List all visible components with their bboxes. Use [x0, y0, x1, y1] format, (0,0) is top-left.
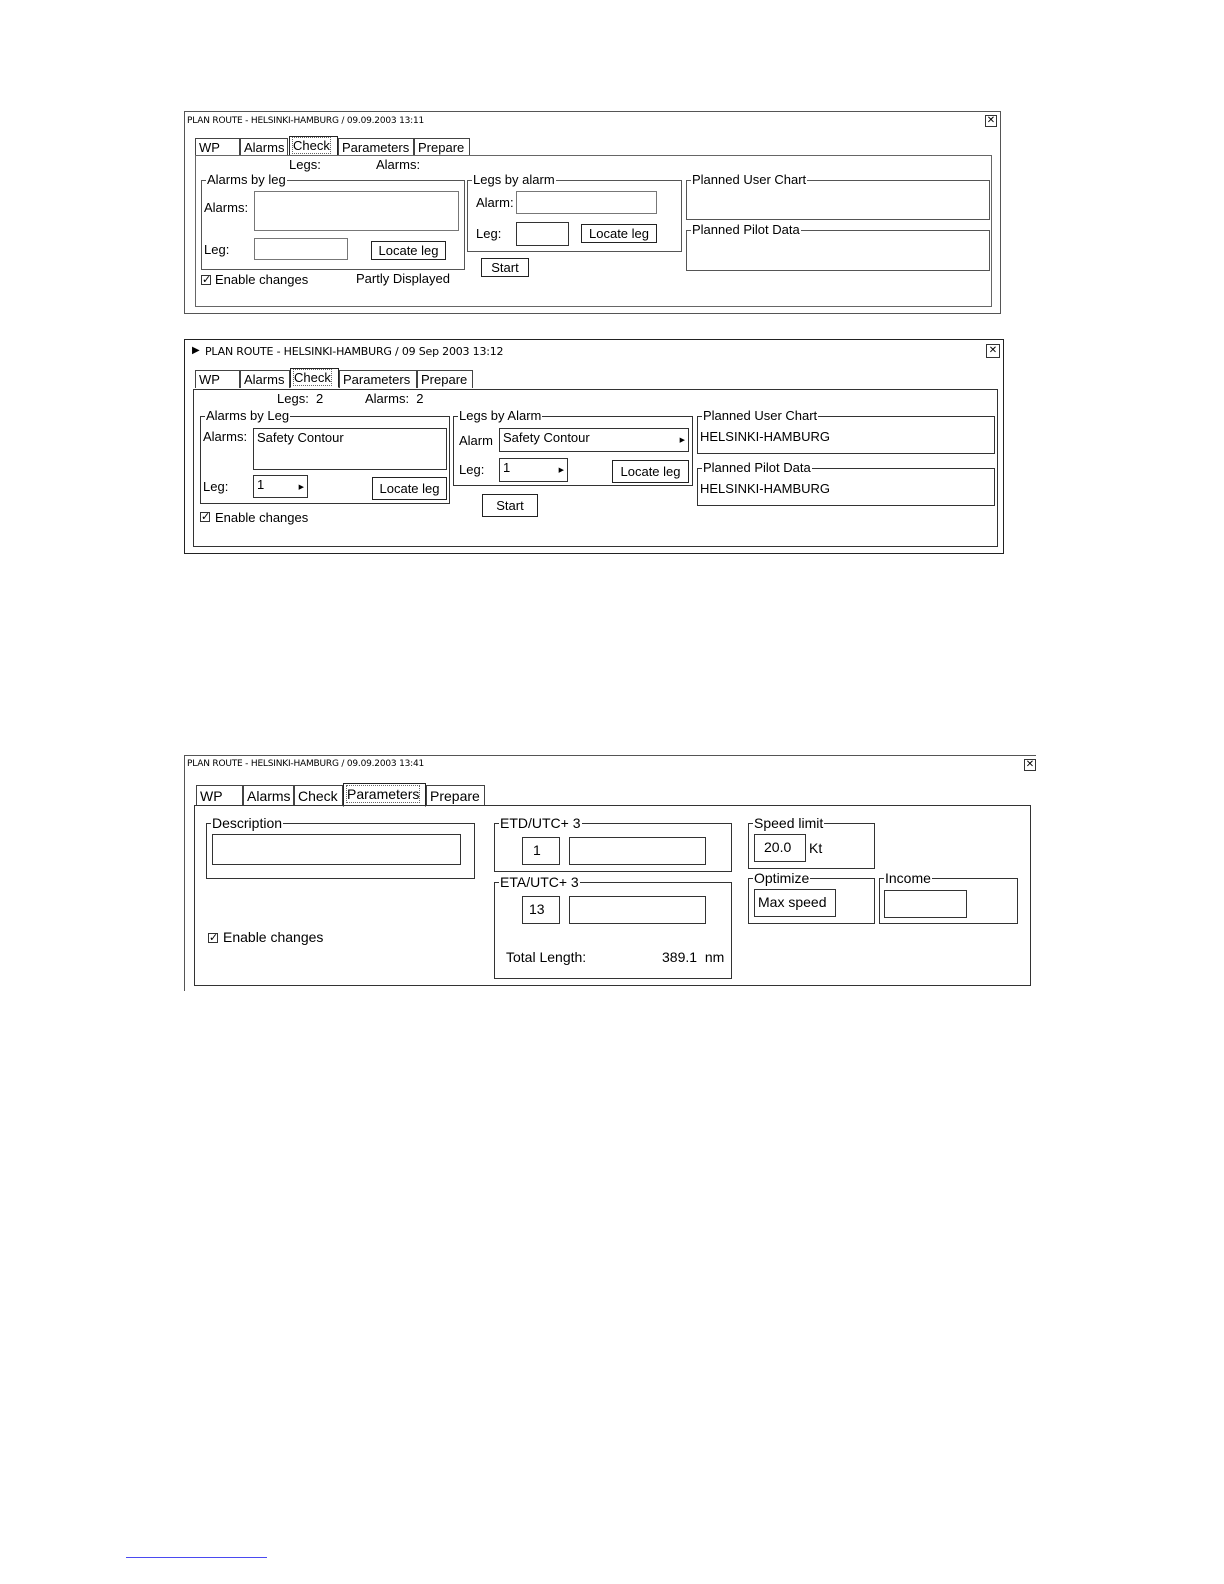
enable-changes-label: Enable changes [215, 510, 309, 525]
description-group [206, 815, 475, 879]
group-title: Planned User Chart [703, 408, 818, 423]
leg-label: Leg: [459, 462, 485, 477]
group-title: Legs by alarm [473, 172, 555, 187]
legs-count-label: Legs: 2 [277, 391, 324, 406]
leg-select[interactable]: 1 ▶ [253, 475, 308, 498]
alarms-label: Alarms: [204, 200, 249, 215]
planned-user-chart-value: HELSINKI-HAMBURG [700, 429, 831, 444]
group-title: Alarms by leg [207, 172, 286, 187]
etd-day-input[interactable]: 1 [522, 837, 560, 865]
window-title: PLAN ROUTE - HELSINKI-HAMBURG / 09 Sep 2003 13:12 [205, 345, 504, 358]
group-title: Legs by Alarm [459, 408, 542, 423]
group-title: ETA/UTC+ 3 [500, 874, 579, 890]
dropdown-arrow-icon: ▶ [679, 437, 685, 444]
alarms-count-label: Alarms: 2 [365, 391, 424, 406]
planned-user-chart-group [686, 172, 990, 220]
partly-displayed-label: Partly Displayed [356, 271, 450, 286]
leg-select[interactable] [516, 222, 569, 246]
window-left-border [184, 755, 185, 991]
expand-triangle-icon[interactable]: ▶ [192, 345, 200, 356]
dialog-check-2 [184, 339, 1004, 554]
tab-alarms[interactable]: Alarms [240, 138, 288, 156]
leg-select[interactable]: 1 ▶ [499, 458, 568, 482]
group-title: Planned User Chart [692, 172, 807, 187]
locate-leg-button[interactable]: Locate leg [612, 460, 689, 483]
speed-limit-unit: Kt [809, 840, 823, 856]
enable-changes-checkbox[interactable]: ✓ [202, 274, 212, 286]
etd-group [494, 815, 732, 872]
tab-prepare[interactable]: Prepare [417, 370, 473, 388]
leg-label: Leg: [476, 226, 502, 241]
speed-limit-input[interactable]: 20.0 [754, 834, 806, 862]
group-title: ETD/UTC+ 3 [500, 815, 581, 831]
leg-select[interactable] [254, 238, 348, 260]
alarms-count-label: Alarms: [376, 157, 421, 172]
group-title: Income [885, 870, 931, 886]
tab-parameters[interactable]: Parameters [338, 138, 414, 156]
tab-alarms[interactable]: Alarms [240, 370, 290, 388]
start-button[interactable]: Start [482, 494, 538, 517]
dropdown-arrow-icon: ▶ [558, 467, 564, 474]
group-title: Optimize [754, 870, 810, 886]
tab-prepare[interactable]: Prepare [414, 138, 470, 156]
optimize-group [748, 870, 875, 924]
tab-wp[interactable]: WP [195, 138, 240, 156]
planned-pilot-data-group [697, 460, 995, 506]
enable-changes-label: Enable changes [215, 272, 309, 287]
tab-check[interactable]: Check [294, 785, 343, 806]
tab-check[interactable]: Check [289, 136, 338, 156]
speed-limit-group [748, 815, 875, 869]
income-group [879, 870, 1018, 924]
planned-user-chart-group [697, 408, 995, 454]
footnote-separator [126, 1557, 267, 1558]
close-icon[interactable]: ✕ [1025, 759, 1035, 770]
close-icon[interactable]: ✕ [986, 344, 1000, 358]
window-title: PLAN ROUTE - HELSINKI-HAMBURG / 09.09.2003 13:41 [187, 759, 425, 769]
total-length-label: Total Length: [506, 949, 587, 965]
tab-wp[interactable]: WP [195, 370, 240, 388]
alarms-label: Alarms: [203, 429, 248, 444]
eta-time-input[interactable] [569, 896, 706, 924]
enable-changes-label: Enable changes [223, 929, 324, 945]
alarms-list[interactable] [254, 191, 459, 231]
group-title: Speed limit [754, 815, 824, 831]
locate-leg-button[interactable]: Locate leg [581, 224, 657, 243]
leg-label: Leg: [203, 479, 229, 494]
description-input[interactable] [212, 834, 461, 865]
tab-parameters[interactable]: Parameters [343, 783, 426, 807]
tab-wp[interactable]: WP [196, 785, 243, 806]
tab-parameters[interactable]: Parameters [339, 370, 417, 388]
tab-alarms[interactable]: Alarms [243, 785, 294, 806]
group-title: Planned Pilot Data [703, 460, 811, 475]
close-icon[interactable]: ✕ [986, 115, 996, 126]
alarm-select[interactable] [516, 191, 657, 214]
optimize-select[interactable]: Max speed [754, 889, 836, 917]
group-title: Description [212, 815, 283, 831]
dropdown-arrow-icon: ▶ [298, 483, 304, 491]
window-title: PLAN ROUTE - HELSINKI-HAMBURG / 09.09.2003 13:11 [187, 116, 425, 126]
alarm-select[interactable]: Safety Contour ▶ [499, 428, 689, 452]
planned-pilot-data-value: HELSINKI-HAMBURG [700, 481, 831, 496]
locate-leg-button[interactable]: Locate leg [372, 477, 447, 500]
etd-time-input[interactable] [569, 837, 706, 865]
dialog-check-1 [184, 111, 1001, 314]
group-title: Planned Pilot Data [692, 222, 800, 237]
tab-check[interactable]: Check [290, 368, 339, 388]
alarm-label: Alarm: [476, 195, 514, 210]
eta-day-input[interactable]: 13 [522, 896, 560, 924]
tab-prepare[interactable]: Prepare [426, 785, 485, 806]
enable-changes-checkbox[interactable]: ✓ [209, 932, 219, 944]
enable-changes-checkbox[interactable]: ✓ [201, 511, 211, 523]
group-title: Alarms by Leg [206, 408, 290, 423]
leg-label: Leg: [204, 242, 230, 257]
dialog-parameters [184, 755, 1036, 995]
alarms-list[interactable]: Safety Contour [253, 428, 447, 470]
legs-count-label: Legs: [289, 157, 321, 172]
window-top-border [184, 755, 1036, 756]
income-input[interactable] [884, 890, 967, 918]
alarm-label: Alarm [459, 433, 493, 448]
planned-pilot-data-group [686, 222, 990, 271]
start-button[interactable]: Start [481, 258, 529, 277]
total-length-value: 389.1 nm [662, 949, 725, 965]
locate-leg-button[interactable]: Locate leg [371, 241, 446, 260]
eta-group [494, 874, 732, 979]
